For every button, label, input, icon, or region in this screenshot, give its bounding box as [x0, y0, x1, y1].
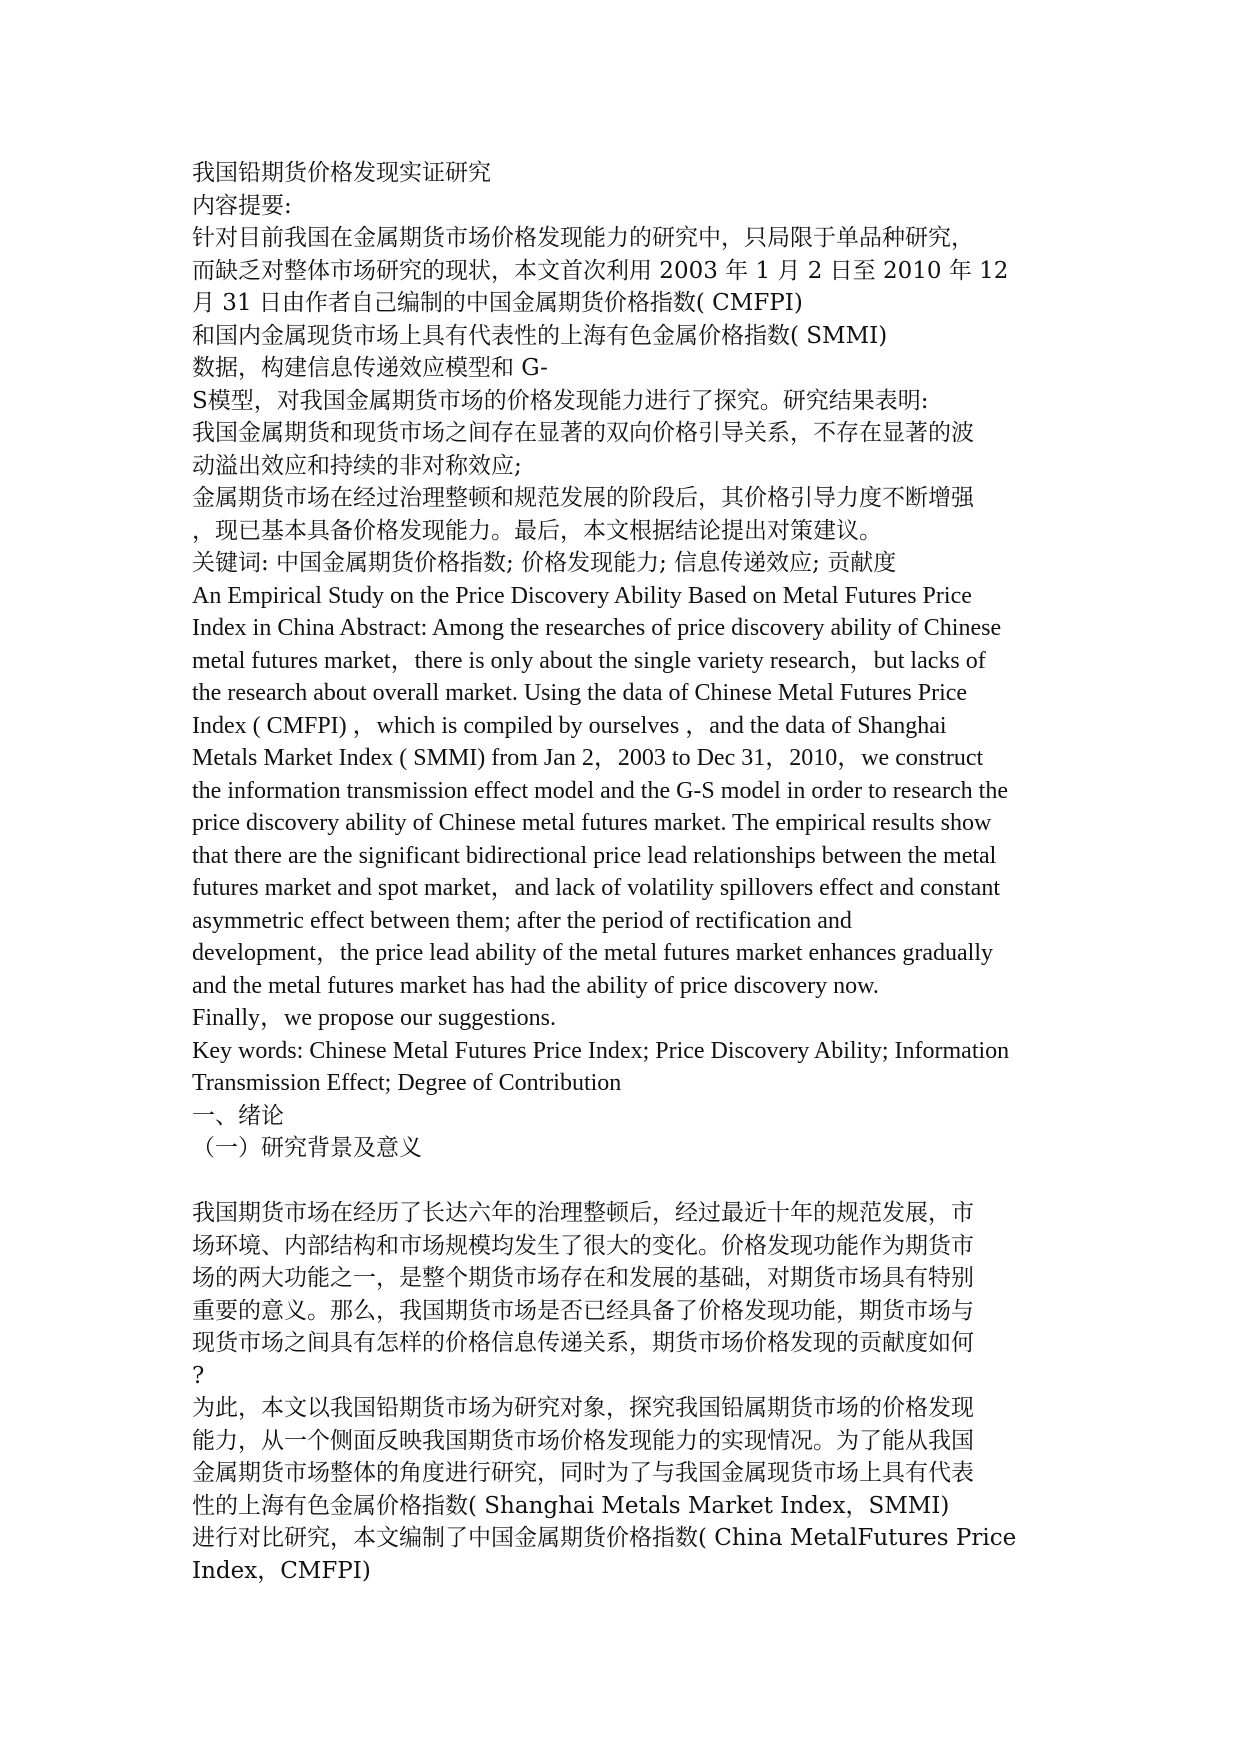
- abstract-line: the research about overall market. Using the data of Chinese Metal Futures Price: [192, 680, 968, 706]
- abstract-line: 动溢出效应和持续的非对称效应;: [192, 452, 522, 479]
- paragraph-line: 金属期货市场整体的角度进行研究，同时为了与我国金属现货市场上具有代表: [192, 1460, 974, 1486]
- paragraph-line: 为此，本文以我国铅期货市场为研究对象，探究我国铅属期货市场的价格发现: [192, 1395, 974, 1421]
- abstract-line: that there are the significant bidirectional price lead relationships between the metal: [192, 842, 997, 869]
- chinese-keywords: 关键词: 中国金属期货价格指数; 价格发现能力; 信息传递效应; 贡献度: [192, 550, 897, 576]
- abstract-line: metal futures market，there is only about the single variety research，but lacks of: [192, 647, 986, 674]
- paragraph-line: ?: [192, 1362, 205, 1389]
- english-keywords: [192, 1035, 1072, 1100]
- paragraph-line: Index，CMFPI): [192, 1557, 371, 1584]
- abstract-line: futures market and spot market，and lack of volatility spillovers effect and constant: [192, 875, 1000, 901]
- body-paragraph: [192, 1392, 1072, 1587]
- paragraph-line: 进行对比研究，本文编制了中国金属期货价格指数( China MetalFutures Price: [192, 1525, 1017, 1551]
- abstract-line: Finally，we propose our suggestions.: [192, 1005, 556, 1031]
- abstract-line: 金属期货市场在经过治理整顿和规范发展的阶段后，其价格引导力度不断增强: [192, 485, 974, 511]
- abstract-line: and the metal futures market has had the ability of price discovery now.: [192, 972, 879, 999]
- paragraph-line: 现货市场之间具有怎样的价格信息传递关系，期货市场价格发现的贡献度如何: [192, 1330, 974, 1356]
- keywords-line: Transmission Effect; Degree of Contribution: [192, 1070, 622, 1096]
- abstract-line: ，现已基本具备价格发现能力。最后，本文根据结论提出对策建议。: [192, 517, 882, 544]
- section-heading: 一、绪论: [192, 1102, 284, 1129]
- abstract-line: 和国内金属现货市场上具有代表性的上海有色金属价格指数( SMMI): [192, 322, 888, 349]
- abstract-line: 针对目前我国在金属期货市场价格发现能力的研究中，只局限于单品种研究，: [192, 225, 974, 251]
- abstract-line: 而缺乏对整体市场研究的现状，本文首次利用 2003 年 1 月 2 日至 2010 年 12: [192, 257, 1009, 284]
- paragraph-line: 重要的意义。那么，我国期货市场是否已经具备了价格发现功能，期货市场与: [192, 1297, 974, 1324]
- abstract-line: 月 31 日由作者自己编制的中国金属期货价格指数( CMFPI): [192, 290, 803, 316]
- keywords-line: Key words: Chinese Metal Futures Price Index; Price Discovery Ability; Information: [192, 1037, 1010, 1064]
- paragraph-line: 性的上海有色金属价格指数( Shanghai Metals Market Index，SMMI): [192, 1492, 950, 1519]
- subsection-heading: （一）研究背景及意义: [192, 1135, 422, 1161]
- abstract-line: 数据，构建信息传递效应模型和 G-: [192, 355, 548, 381]
- paragraph-line: 场的两大功能之一，是整个期货市场存在和发展的基础，对期货市场具有特别: [192, 1265, 974, 1291]
- abstract-line: An Empirical Study on the Price Discovery Ability Based on Metal Futures Price: [192, 582, 972, 609]
- english-abstract: [192, 580, 1072, 1035]
- abstract-line: price discovery ability of Chinese metal futures market. The empirical results show: [192, 810, 992, 836]
- abstract-line: development，the price lead ability of the metal futures market enhances gradually: [192, 940, 994, 966]
- abstract-line: the information transmission effect model and the G-S model in order to research the: [192, 777, 1008, 804]
- paragraph-spacer: [192, 1165, 1072, 1198]
- document-title: 我国铅期货价格发现实证研究: [192, 160, 491, 186]
- abstract-line: Index ( CMFPI) ，which is compiled by ourselves ，and the data of Shanghai: [192, 712, 947, 739]
- abstract-line: S模型，对我国金属期货市场的价格发现能力进行了探究。研究结果表明:: [192, 387, 929, 414]
- abstract-line: Index in China Abstract: Among the researches of price discovery ability of Chinese: [192, 615, 1002, 641]
- chinese-abstract: [192, 222, 1072, 547]
- paragraph-line: 我国期货市场在经历了长达六年的治理整顿后，经过最近十年的规范发展，市: [192, 1200, 974, 1226]
- paragraph-line: 场环境、内部结构和市场规模均发生了很大的变化。价格发现功能作为期货市: [192, 1232, 974, 1259]
- abstract-line: 我国金属期货和现货市场之间存在显著的双向价格引导关系，不存在显著的波: [192, 420, 974, 446]
- abstract-line: asymmetric effect between them; after the period of rectification and: [192, 907, 852, 934]
- paragraph-line: 能力，从一个侧面反映我国期货市场价格发现能力的实现情况。为了能从我国: [192, 1427, 974, 1454]
- summary-heading: 内容提要:: [192, 192, 292, 219]
- body-paragraph: [192, 1197, 1072, 1392]
- document-body: [192, 157, 1072, 1587]
- abstract-line: Metals Market Index ( SMMI) from Jan 2，2003 to Dec 31，2010，we construct: [192, 745, 984, 771]
